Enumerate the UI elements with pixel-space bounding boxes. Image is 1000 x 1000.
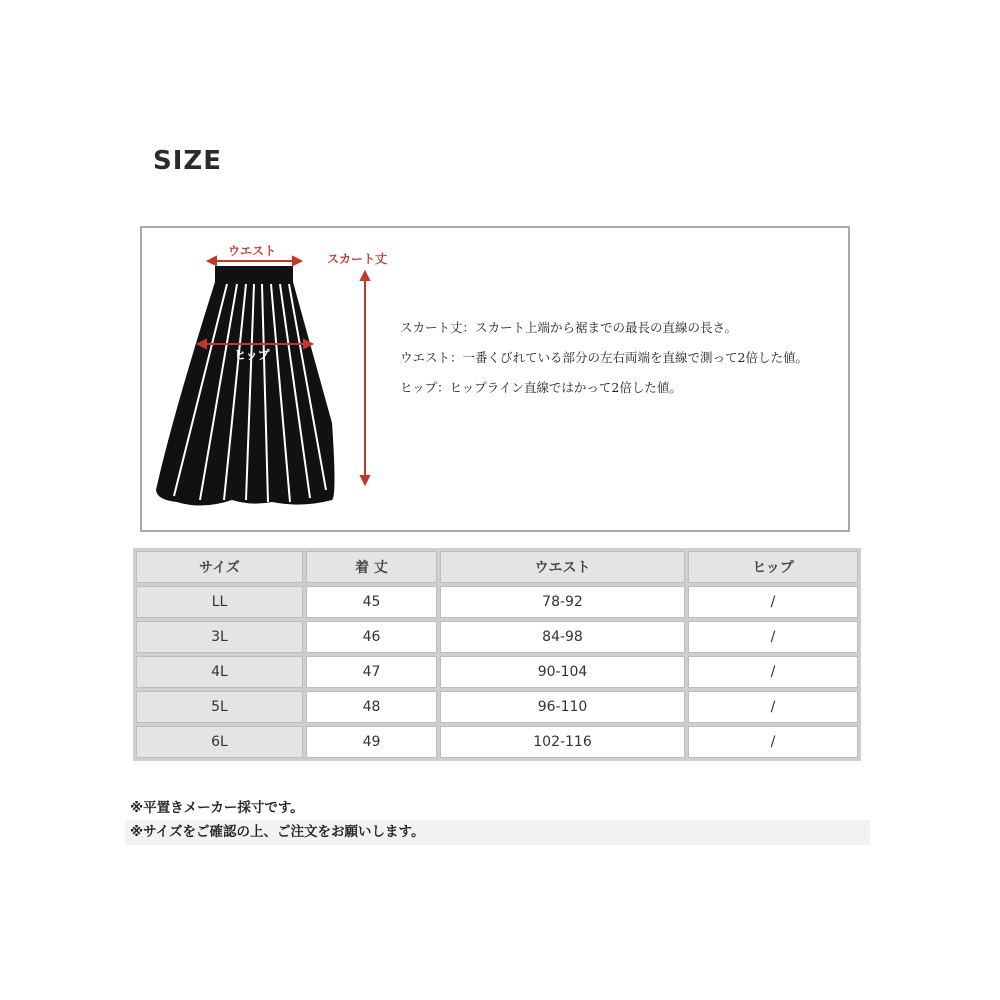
size-table: [133, 548, 861, 761]
note-confirm: ※サイズをご確認の上、ご注文をお願いします。: [130, 824, 425, 840]
cell-length: 48: [306, 691, 437, 723]
cell-waist: 96-110: [440, 691, 685, 723]
size-diagram: [140, 226, 850, 532]
header-size: サイズ: [136, 551, 303, 583]
cell-size: 4L: [136, 656, 303, 688]
page-title: SIZE: [153, 146, 223, 176]
cell-hip: /: [688, 621, 858, 653]
header-waist: ウエスト: [440, 551, 685, 583]
waist-description: ウエスト：一番くびれている部分の左右両端を直線で測って2倍した値。: [400, 350, 808, 365]
cell-size: 3L: [136, 621, 303, 653]
table-header-row: [136, 551, 858, 583]
hip-label: ヒップ: [234, 348, 270, 362]
cell-waist: 78-92: [440, 586, 685, 618]
cell-size: LL: [136, 586, 303, 618]
cell-hip: /: [688, 691, 858, 723]
table-row: [136, 621, 858, 653]
cell-length: 47: [306, 656, 437, 688]
cell-hip: /: [688, 726, 858, 758]
length-label: スカート丈: [327, 252, 388, 266]
hip-description: ヒップ：ヒップライン直線ではかって2倍した値。: [400, 380, 682, 395]
cell-length: 49: [306, 726, 437, 758]
header-hip: ヒップ: [688, 551, 858, 583]
cell-size: 6L: [136, 726, 303, 758]
table-row: [136, 586, 858, 618]
cell-waist: 90-104: [440, 656, 685, 688]
cell-length: 46: [306, 621, 437, 653]
note-measurement: ※平置きメーカー採寸です。: [130, 800, 304, 816]
length-description: スカート丈：スカート上端から裾までの最長の直線の長さ。: [400, 320, 738, 335]
cell-waist: 84-98: [440, 621, 685, 653]
cell-hip: /: [688, 586, 858, 618]
table-row: [136, 656, 858, 688]
header-length: 着 丈: [306, 551, 437, 583]
cell-waist: 102-116: [440, 726, 685, 758]
cell-size: 5L: [136, 691, 303, 723]
waist-label: ウエスト: [228, 244, 277, 258]
cell-hip: /: [688, 656, 858, 688]
table-row: [136, 726, 858, 758]
cell-length: 45: [306, 586, 437, 618]
notes: [130, 796, 424, 844]
table-row: [136, 691, 858, 723]
